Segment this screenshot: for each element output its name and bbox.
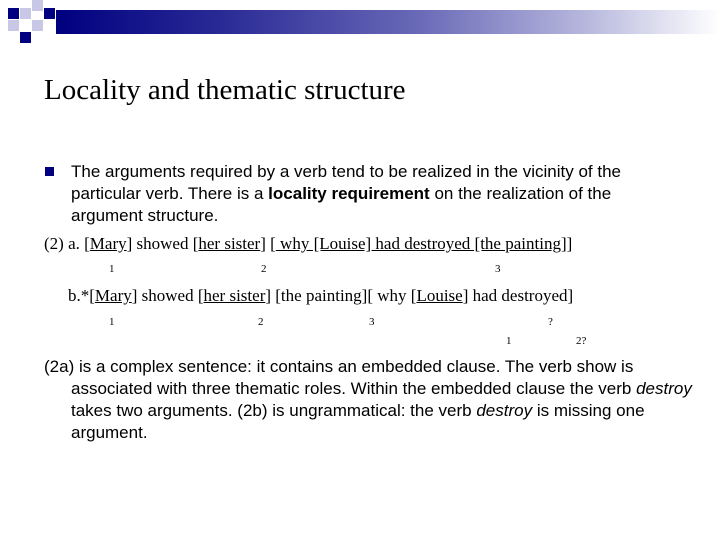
explanation-paragraph xyxy=(44,356,701,444)
example-text: ] had destroyed] xyxy=(462,286,574,305)
slide-title: Locality and thematic structure xyxy=(44,74,406,106)
bullet-paragraph xyxy=(71,161,671,227)
argument-1: Mary xyxy=(94,286,132,305)
explanation-text: takes two arguments. (2b) is ungrammatical: the verb xyxy=(71,401,477,420)
slide-header-decoration xyxy=(0,0,720,45)
example-2b xyxy=(68,286,573,306)
example-text: (2) a. [ xyxy=(44,234,90,253)
argument-index: 1 xyxy=(506,335,512,347)
argument-index: 3 xyxy=(495,263,501,275)
verb-term: destroy xyxy=(476,401,533,420)
example-text: ] xyxy=(566,234,573,253)
argument-index: ? xyxy=(548,316,553,328)
example-text: b.*[ xyxy=(68,286,95,305)
argument-index: 2? xyxy=(576,335,587,347)
argument-1: Mary xyxy=(89,234,127,253)
argument-index: 3 xyxy=(369,316,375,328)
verb-term: destroy xyxy=(636,379,692,398)
example-text: ] [the painting][ why [ xyxy=(265,286,417,305)
argument-index: 1 xyxy=(109,263,115,275)
decor-square xyxy=(44,8,55,19)
bullet-text: on the realization of the argument structure. xyxy=(71,184,612,225)
argument-index: 1 xyxy=(109,316,115,328)
bullet-bold-term: locality requirement xyxy=(268,184,430,203)
decor-square xyxy=(32,20,43,31)
argument-index: 2 xyxy=(258,316,264,328)
bullet-text: The arguments required by a verb tend to be realized in the vicinity of the particular verb. There is a xyxy=(71,162,621,203)
explanation-text: is missing one argument. xyxy=(71,401,645,442)
example-text: ] showed [ xyxy=(126,234,199,253)
decor-square xyxy=(8,8,19,19)
argument-2: her sister xyxy=(198,234,261,253)
decor-square xyxy=(20,8,31,19)
bullet-square-icon xyxy=(45,167,54,176)
argument-index: 2 xyxy=(261,263,267,275)
header-gradient-bar xyxy=(56,10,720,34)
decor-square xyxy=(8,20,19,31)
example-2a xyxy=(44,234,572,254)
example-text: ] showed [ xyxy=(131,286,204,305)
decor-square xyxy=(32,0,43,11)
explanation-text: (2a) is a complex sentence: it contains an embedded clause. The verb show is associated with three thematic roles. Within the embedded clause the verb xyxy=(44,357,637,398)
argument-3: Louise xyxy=(416,286,463,305)
decor-square xyxy=(20,32,31,43)
example-text: ] [ xyxy=(260,234,276,253)
argument-3: why [Louise] had destroyed [the painting] xyxy=(275,234,567,253)
argument-2: her sister xyxy=(203,286,266,305)
